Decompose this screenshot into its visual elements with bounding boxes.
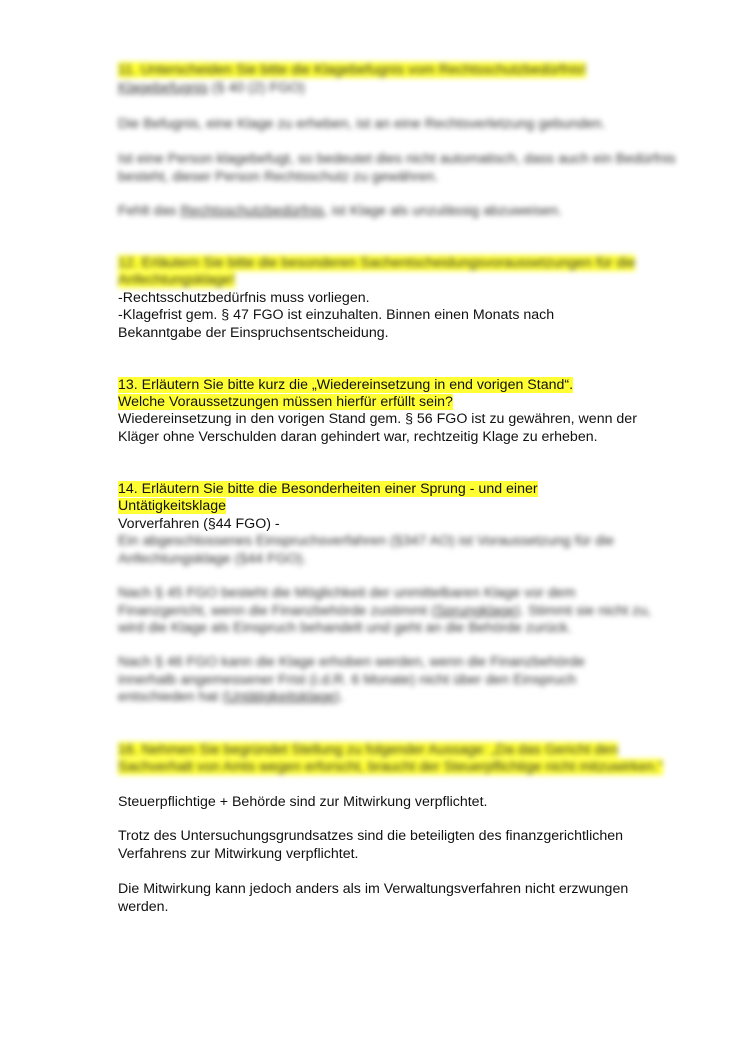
- answer-13: Wiedereinsetzung in den vorigen Stand gem. § 56 FGO ist zu gewähren, wenn der Kläger ohne Verschulden daran gehindert war, rechtzeitig Klage zu erheben.: [118, 411, 637, 445]
- answer-16-paragraph-3: Die Mitwirkung kann jedoch anders als im Verwaltungsverfahren nicht erzwungen werden.: [118, 881, 629, 915]
- paragraph-sprungklage: [118, 585, 658, 638]
- vorverfahren-heading: Vorverfahren (§44 FGO) -: [118, 516, 280, 532]
- klagebefugnis-heading: [118, 80, 678, 98]
- question-11: [118, 44, 678, 79]
- question-12-title: 12. Erläutern Sie bitte die besonderen Sachentscheidungsvoraussetzungen für die Anfechtungsklage!: [118, 254, 636, 289]
- question-13: [118, 359, 618, 412]
- paragraph-sprungklage-b: ). Stimmt sie nicht zu, wird die Klage als Einspruch behandelt und geht an die Behörde zurück.: [118, 602, 652, 637]
- paragraph-befugnis: Die Befugnis, eine Klage zu erheben, ist an eine Rechtsverletzung gebunden.: [118, 116, 606, 132]
- question-16: [118, 724, 663, 777]
- answer-12-line-2: -Klagefrist gem. § 47 FGO ist einzuhalten. Binnen einen Monats nach Bekanntgabe der Einspruchsentscheidung.: [118, 307, 555, 341]
- question-13-title: 13. Erläutern Sie bitte kurz die „Wiedereinsetzung in end vorigen Stand“. Welche Voraussetzungen müssen hierfür erfüllt sein?: [118, 376, 574, 411]
- question-16-title: 16. Nehmen Sie begründet Stellung zu folgender Aussage: „Da das Gericht den Sachverhalt von Amts wegen erforscht, braucht der Steuerpflichtige nicht mitzuwirken.“: [118, 741, 663, 776]
- question-14: [118, 463, 588, 516]
- paragraph-klagebefugt: Ist eine Person klagebefugt, so bedeutet dies nicht automatisch, dass auch ein Bedürfnis besteht, dieser Person Rechtsschutz zu gewähren.: [118, 151, 676, 185]
- paragraph-untaetigkeitsklage: [118, 654, 628, 707]
- question-12: [118, 237, 658, 290]
- question-11-title: 11. Unterscheiden Sie bitte die Klagebefugnis vom Rechtsschutzbedürfnis!: [118, 61, 587, 78]
- paragraph-untaetigkeitsklage-b: ).: [334, 689, 344, 706]
- answer-16-line-1: Steuerpflichtige + Behörde sind zur Mitwirkung verpflichtet.: [118, 794, 488, 810]
- paragraph-vorverfahren: Ein abgeschlossenes Einspruchsverfahren (§347 AO) ist Voraussetzung für die Anfechtungsklage (§44 FGO).: [118, 533, 615, 567]
- paragraph-sprungklage-a: Nach § 45 FGO besteht die Möglichkeit der unmittelbaren Klage vor dem Finanzgericht, wenn die Finanzbehörde zustimmt (: [118, 585, 576, 619]
- question-14-title: 14. Erläutern Sie bitte die Besonderheiten einer Sprung - und einer Untätigkeitsklage: [118, 480, 538, 515]
- klagebefugnis-ref: (§ 40 (2) FGO): [207, 80, 305, 96]
- answer-12-line-1: -Rechtsschutzbedürfnis muss vorliegen.: [118, 290, 370, 306]
- klagebefugnis-heading-text: Klagebefugnis: [118, 80, 208, 96]
- paragraph-fehlt-underlined: Rechtsschutzbedürfnis: [180, 203, 324, 219]
- paragraph-untaetigkeitsklage-a: Nach § 46 FGO kann die Klage erhoben werden, wenn die Finanzbehörde innerhalb angemessener Frist (i.d.R. 6 Monate) nicht über den Einspruch entschieden hat (: [118, 654, 585, 706]
- paragraph-fehlt: [118, 203, 678, 221]
- paragraph-fehlt-a: Fehlt das: [118, 203, 181, 219]
- paragraph-untaetigkeitsklage-underlined: Untätigkeitsklage: [226, 689, 335, 706]
- answer-16-paragraph-2: Trotz des Untersuchungsgrundsatzes sind die beteiligten des finanzgerichtlichen Verfahrens zur Mitwirkung verpflichtet.: [118, 828, 623, 862]
- paragraph-fehlt-b: , ist Klage als unzulässig abzuweisen.: [323, 203, 563, 219]
- paragraph-sprungklage-underlined: Sprungklage: [435, 602, 516, 619]
